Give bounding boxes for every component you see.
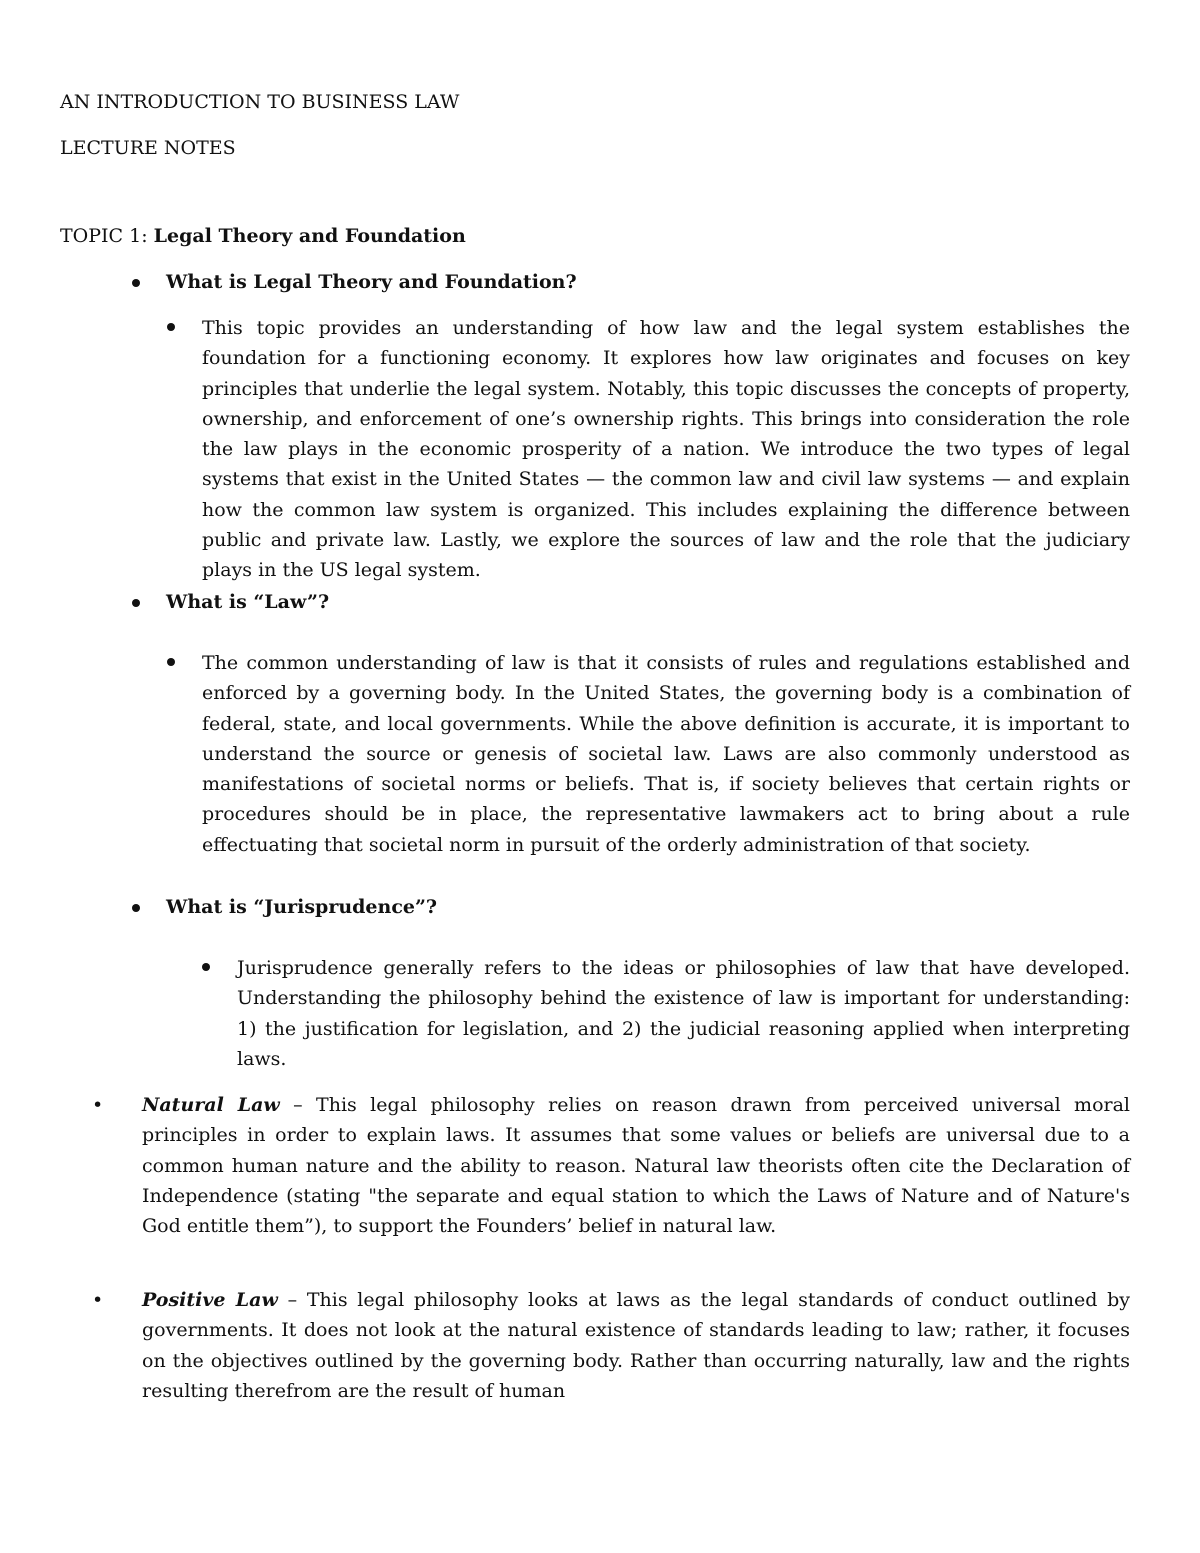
bullet-icon — [167, 658, 175, 666]
topic-heading — [60, 224, 466, 248]
section-answer: The common understanding of law is that it consists of rules and regulations established and enforced by a governing body. In the United States, the governing body is a combination of federal, state, and local governments. While the above definition is accurate, it is important to understand the source or genesis of societal law. Laws are also commonly understood as manifestations of societal norms or beliefs. That is, if society believes that certain rights or procedures should be in place, the representative lawmakers act to bring about a rule effectuating that societal norm in pursuit of the orderly administration of that society. — [202, 652, 1130, 856]
bullet-icon — [202, 963, 210, 971]
section-answer: Jurisprudence generally refers to the ideas or philosophies of law that have developed. Understanding the philosophy behind the existence of law is important for understanding: 1) the justification for legislation, and 2) the judicial reasoning applied when interpreting laws. — [237, 957, 1130, 1070]
bullet-icon — [132, 904, 140, 912]
philosophy-term: Positive Law — [142, 1289, 278, 1311]
philosophy-term: Natural Law — [142, 1094, 280, 1116]
philosophy-text: – This legal philosophy looks at laws as the legal standards of conduct outlined by governments. It does not look at the natural existence of standards leading to law; rather, it focuses on the objectives outlined by the governing body. Rather than occurring naturally, law and the rights resulting therefrom are the result of human — [142, 1289, 1130, 1402]
bullet-icon — [167, 323, 175, 331]
philosophy-item — [142, 1090, 1130, 1241]
list-bullet: • — [92, 1094, 104, 1116]
philosophy-item — [142, 1285, 1130, 1406]
topic-prefix: TOPIC 1: — [60, 225, 154, 247]
section-question: What is “Jurisprudence”? — [166, 896, 438, 918]
document-subtitle: LECTURE NOTES — [60, 137, 236, 159]
section-question: What is “Law”? — [166, 591, 330, 613]
bullet-icon — [132, 279, 140, 287]
document-title: AN INTRODUCTION TO BUSINESS LAW — [60, 91, 460, 113]
section-answer: This topic provides an understanding of how law and the legal system establishes the foundation for a functioning economy. It explores how law originates and focuses on key principles that underlie the legal system. Notably, this topic discusses the concepts of property, ownership, and enforcement of one’s ownership rights. This brings into consideration the role the law plays in the economic prosperity of a nation. We introduce the two types of legal systems that exist in the United States — the common law and civil law systems — and explain how the common law system is organized. This includes explaining the difference between public and private law. Lastly, we explore the sources of law and the role that the judiciary plays in the US legal system. — [202, 317, 1130, 582]
philosophy-text: – This legal philosophy relies on reason drawn from perceived universal moral principles in order to explain laws. It assumes that some values or beliefs are universal due to a common human nature and the ability to reason. Natural law theorists often cite the Declaration of Independence (stating "the separate and equal station to which the Laws of Nature and of Nature's God entitle them”), to support the Founders’ belief in natural law. — [142, 1094, 1130, 1238]
section-question: What is Legal Theory and Foundation? — [166, 271, 577, 293]
bullet-icon — [132, 599, 140, 607]
list-bullet: • — [92, 1289, 104, 1311]
topic-name: Legal Theory and Foundation — [153, 225, 466, 247]
